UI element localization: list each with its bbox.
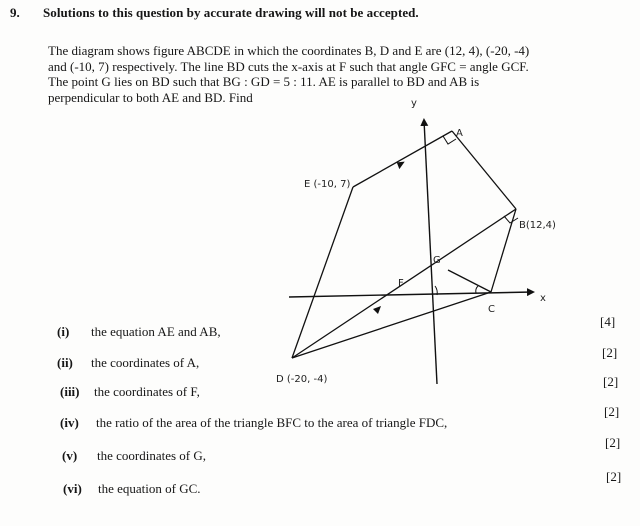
segment-BD <box>292 209 516 358</box>
point-F-label: F <box>398 278 404 289</box>
point-C-label: C <box>488 304 495 315</box>
point-D-label: D (-20, -4) <box>276 374 328 385</box>
part-ii <box>57 355 199 371</box>
part-text: the equation of GC. <box>98 481 201 496</box>
parallel-mark-icon <box>397 162 406 170</box>
right-angle-mark-icon <box>504 216 518 223</box>
y-axis-label: y <box>411 98 417 109</box>
segment-CD <box>292 292 491 358</box>
part-text: the coordinates of G, <box>97 448 207 463</box>
question-number: 9. <box>10 5 20 20</box>
segment-DE <box>292 187 353 358</box>
part-text: the coordinates of A, <box>91 355 200 370</box>
x-axis-label: x <box>540 293 546 304</box>
right-angle-mark-icon <box>443 136 456 144</box>
part-number: (i) <box>57 324 70 339</box>
intro-line: The point G lies on BD such that BG : GD = 5 : 11. AE is parallel to BD and AB is <box>48 74 480 89</box>
intro-line: The diagram shows figure ABCDE in which the coordinates B, D and E are (12, 4), (-20, -4) <box>48 43 530 58</box>
part-ii-marks: [2] <box>602 345 618 360</box>
segment-GC <box>448 270 491 292</box>
part-number: (ii) <box>57 355 73 370</box>
part-number: (v) <box>62 448 78 463</box>
part-i-marks: [4] <box>600 314 616 329</box>
part-i <box>57 324 221 340</box>
intro-line: perpendicular to both AE and BD. Find <box>48 89 253 105</box>
point-B-label: B(12,4) <box>519 220 556 231</box>
point-A-label: A <box>456 128 463 139</box>
y-axis <box>424 120 437 384</box>
part-text: the equation AE and AB, <box>91 324 221 339</box>
angle-arc-C <box>476 286 478 293</box>
x-axis <box>289 292 533 297</box>
part-number: (vi) <box>63 481 82 496</box>
part-number: (iii) <box>60 384 80 399</box>
point-G-label: G <box>433 255 441 266</box>
part-v <box>62 448 206 464</box>
parallel-mark-icon <box>373 306 381 314</box>
part-iv <box>60 415 447 431</box>
part-iii-marks: [2] <box>603 374 619 389</box>
part-iv-marks: [2] <box>604 404 620 419</box>
part-iii <box>60 384 200 400</box>
point-E-label: E (-10, 7) <box>304 179 351 190</box>
part-text: the ratio of the area of the triangle BFC to the area of triangle FDC, <box>96 415 448 430</box>
part-v-marks: [2] <box>605 435 621 450</box>
part-vi-marks: [2] <box>606 469 622 484</box>
question-heading: Solutions to this question by accurate drawing will not be accepted. <box>43 5 419 20</box>
part-text: the coordinates of F, <box>94 384 200 399</box>
segment-EA <box>353 131 452 187</box>
part-number: (iv) <box>60 415 79 430</box>
part-vi <box>63 481 201 497</box>
segment-AB <box>452 131 516 209</box>
intro-line: and (-10, 7) respectively. The line BD cuts the x-axis at F such that angle GFC = angle GCF. <box>48 58 529 74</box>
